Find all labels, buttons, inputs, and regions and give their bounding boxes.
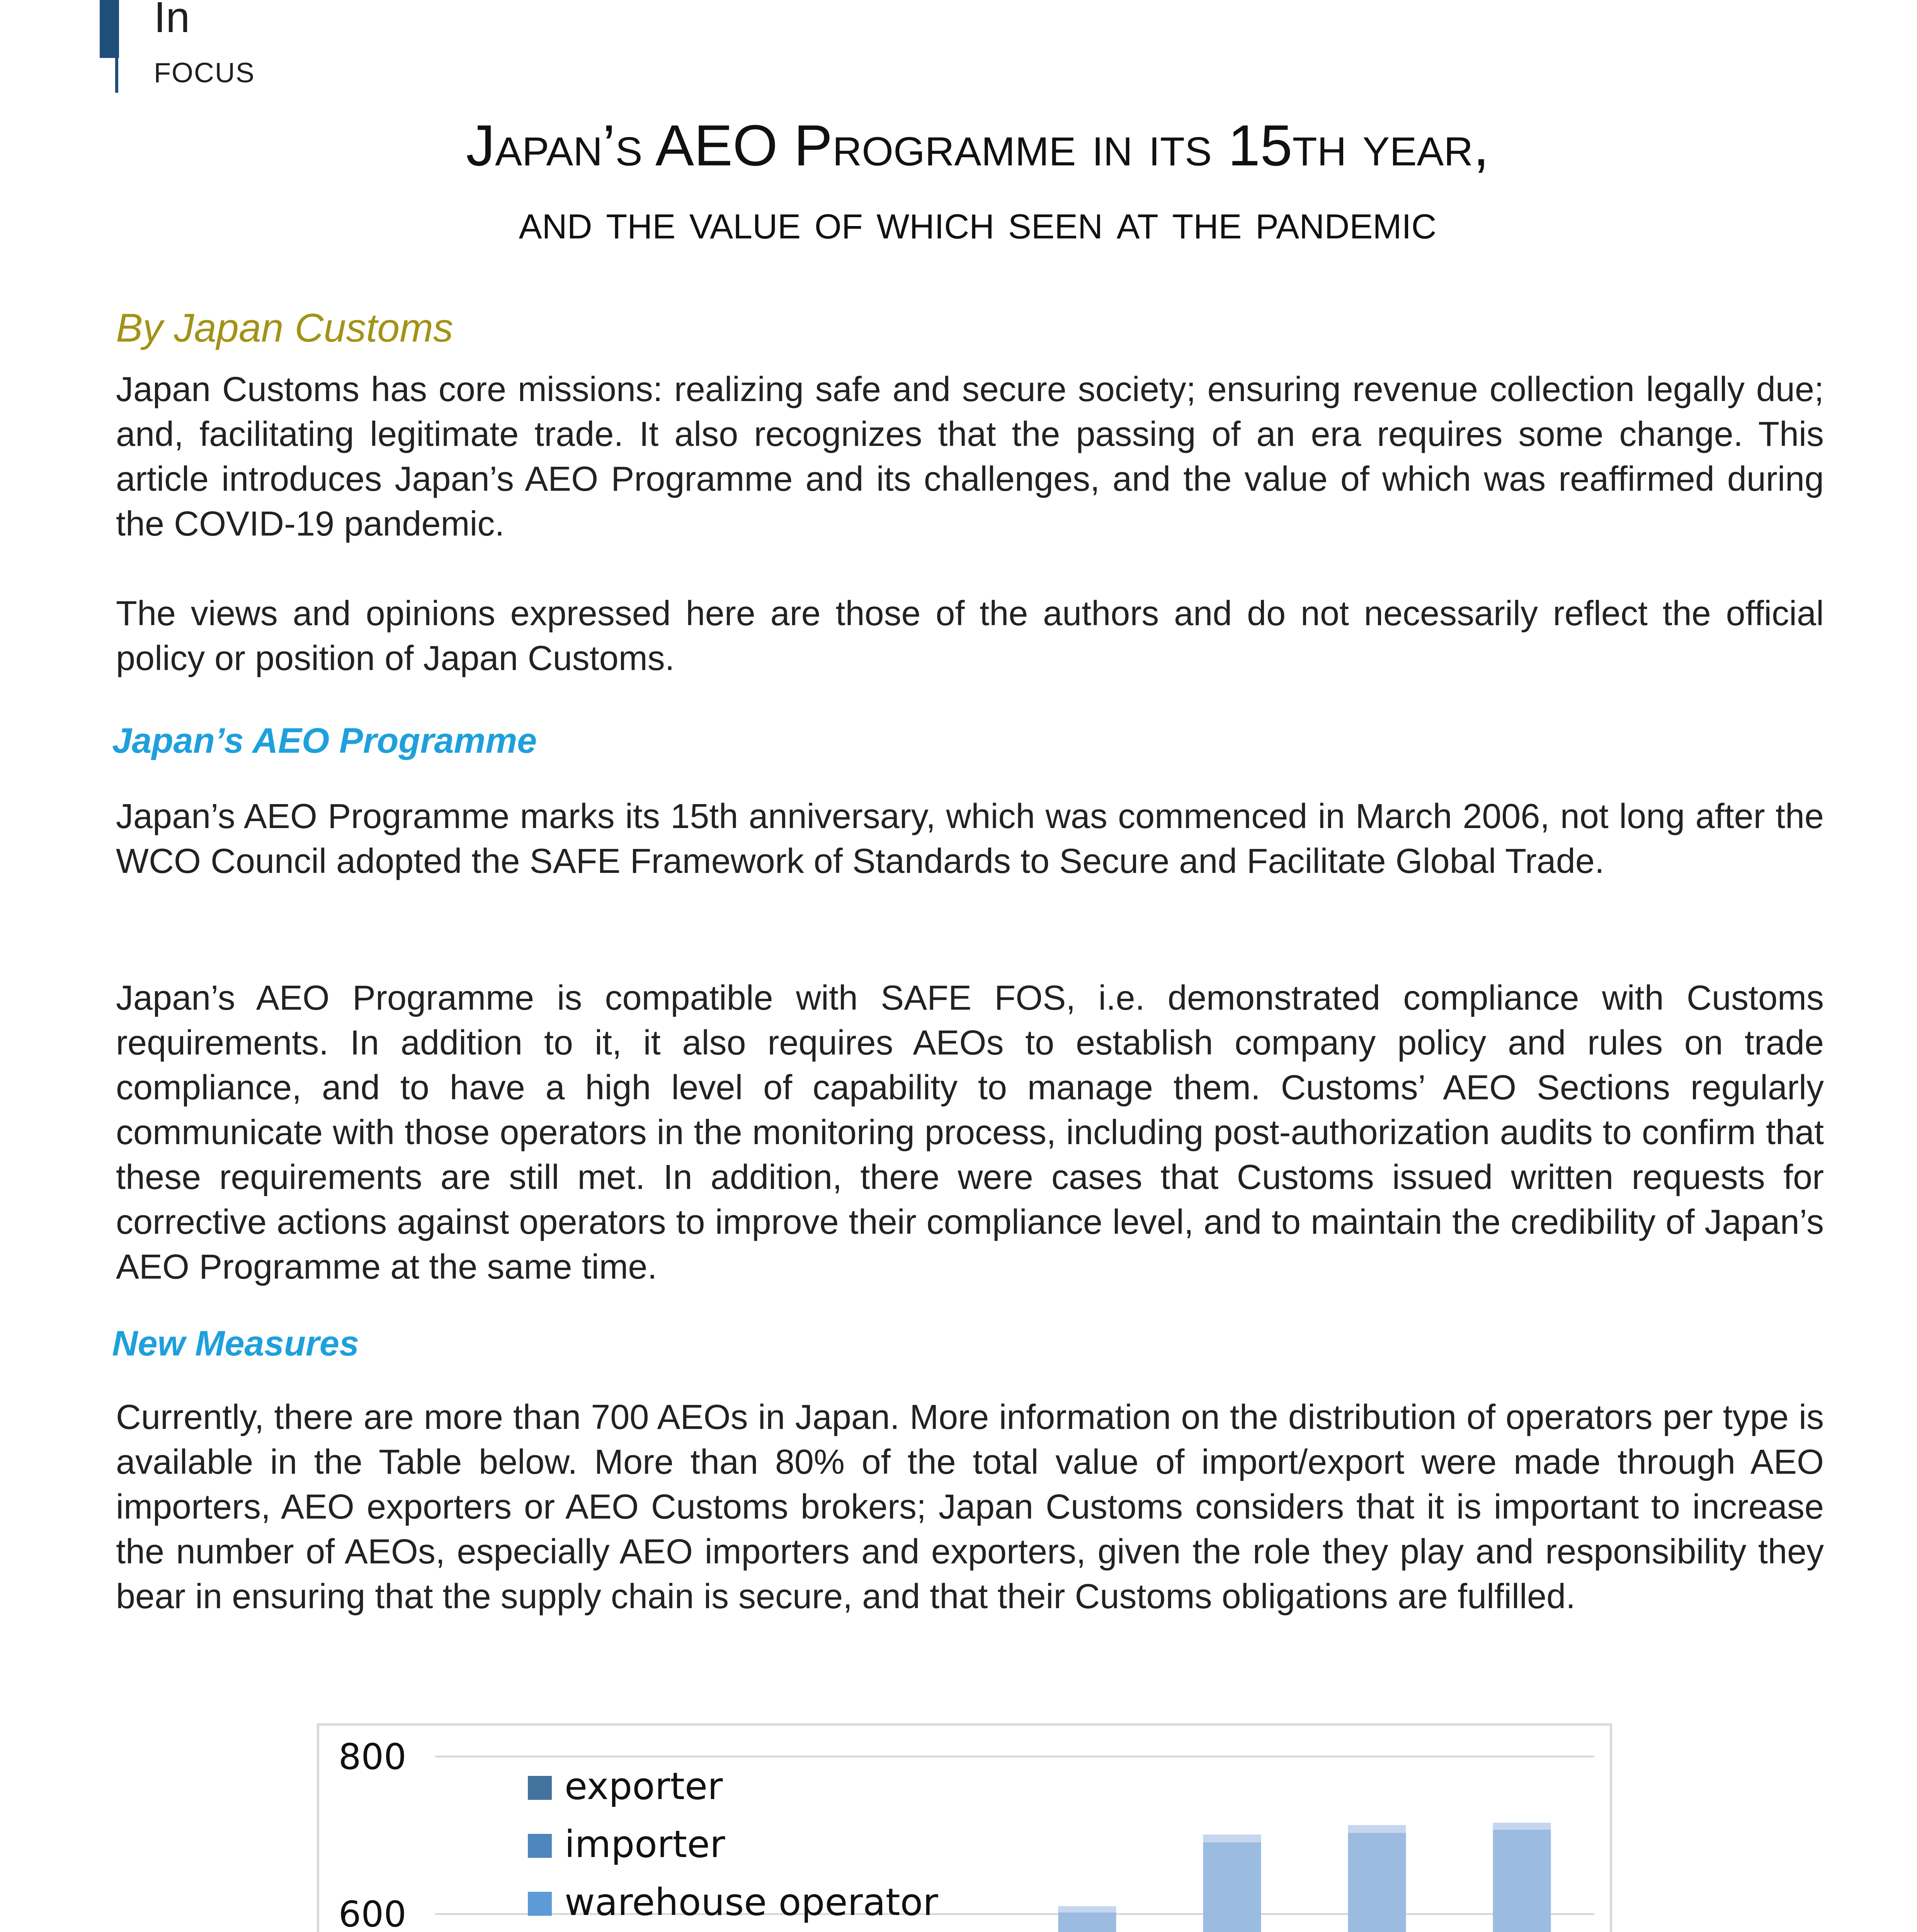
section-tab-bar bbox=[100, 0, 119, 58]
bar-segment bbox=[1348, 1825, 1406, 1833]
aeo-paragraph-2: Japan’s AEO Programme is compatible with SAFE FOS, i.e. demonstrated compliance with Customs requirements. In addition to it, it also requires AEOs to establish company policy and rules on trade compliance, and to have a high level of capability to manage them. Customs’ AEO Sections regularly communicate with those operators in the monitoring process, including post-authorization audits to confirm that these requirements are still met. In addition, there were cases that Customs issued written requests for corrective actions against operators to improve their compliance level, and to maintain the credibility of Japan’s AEO Programme at the same time. bbox=[116, 979, 1824, 1286]
bar-segment bbox=[1493, 1823, 1551, 1830]
legend-label: exporter bbox=[565, 1765, 723, 1808]
chart-svg bbox=[319, 1726, 1610, 1932]
bar-segment bbox=[1493, 1830, 1551, 1932]
disclaimer-paragraph: The views and opinions expressed here are those of the authors and do not necessarily reflect the official policy or position of Japan Customs. bbox=[116, 594, 1824, 678]
bar-segment bbox=[1203, 1842, 1261, 1932]
article-title-line-1: Japan’s AEO Programme in its 15th year, bbox=[466, 113, 1489, 178]
section-heading-new-measures: New Measures bbox=[112, 1324, 359, 1363]
section-label-in: In bbox=[154, 0, 190, 41]
legend-swatch bbox=[528, 1776, 552, 1800]
aeo-paragraph-1: Japan’s AEO Programme marks its 15th anniversary, which was commenced in March 2006, not long after the WCO Council adopted the SAFE Framework of Standards to Secure and Facilitate Global Trade. bbox=[116, 797, 1824, 881]
bar-segment bbox=[1348, 1833, 1406, 1932]
y-tick-label: 600 bbox=[338, 1893, 407, 1932]
intro-paragraph: Japan Customs has core missions: realizing safe and secure society; ensuring revenue collection legally due; and, facilitating legitimate trade. It also recognizes that the passing of an era requires some change. This article introduces Japan’s AEO Programme and its challenges, and the value of which was reaffirmed during the COVID-19 pandemic. bbox=[116, 370, 1824, 543]
section-tab-line bbox=[115, 58, 118, 93]
legend-label: warehouse operator bbox=[565, 1881, 938, 1924]
bar-segment bbox=[1203, 1835, 1261, 1842]
section-heading-aeo-programme: Japan’s AEO Programme bbox=[112, 721, 537, 760]
section-label-focus: FOCUS bbox=[154, 58, 255, 88]
article-title-line-2: and the value of which seen at the pandemic bbox=[519, 194, 1437, 249]
bar-segment bbox=[1058, 1906, 1116, 1912]
legend-label: importer bbox=[565, 1823, 725, 1866]
byline: By Japan Customs bbox=[116, 306, 453, 350]
y-tick-label: 800 bbox=[338, 1736, 407, 1777]
measures-paragraph: Currently, there are more than 700 AEOs in Japan. More information on the distribution of operators per type is available in the Table below. More than 80% of the total value of import/export were made through AEO importers, AEO exporters or AEO Customs brokers; Japan Customs considers that it is important to increase the number of AEOs, especially AEO importers and exporters, given the role they play and responsibility they bear in ensuring that the supply chain is secure, and that their Customs obligations are fulfilled. bbox=[116, 1398, 1824, 1616]
aeo-stacked-bar-chart bbox=[317, 1723, 1612, 1932]
legend-swatch bbox=[528, 1834, 552, 1858]
bar-segment bbox=[1058, 1912, 1116, 1932]
legend-swatch bbox=[528, 1892, 552, 1916]
